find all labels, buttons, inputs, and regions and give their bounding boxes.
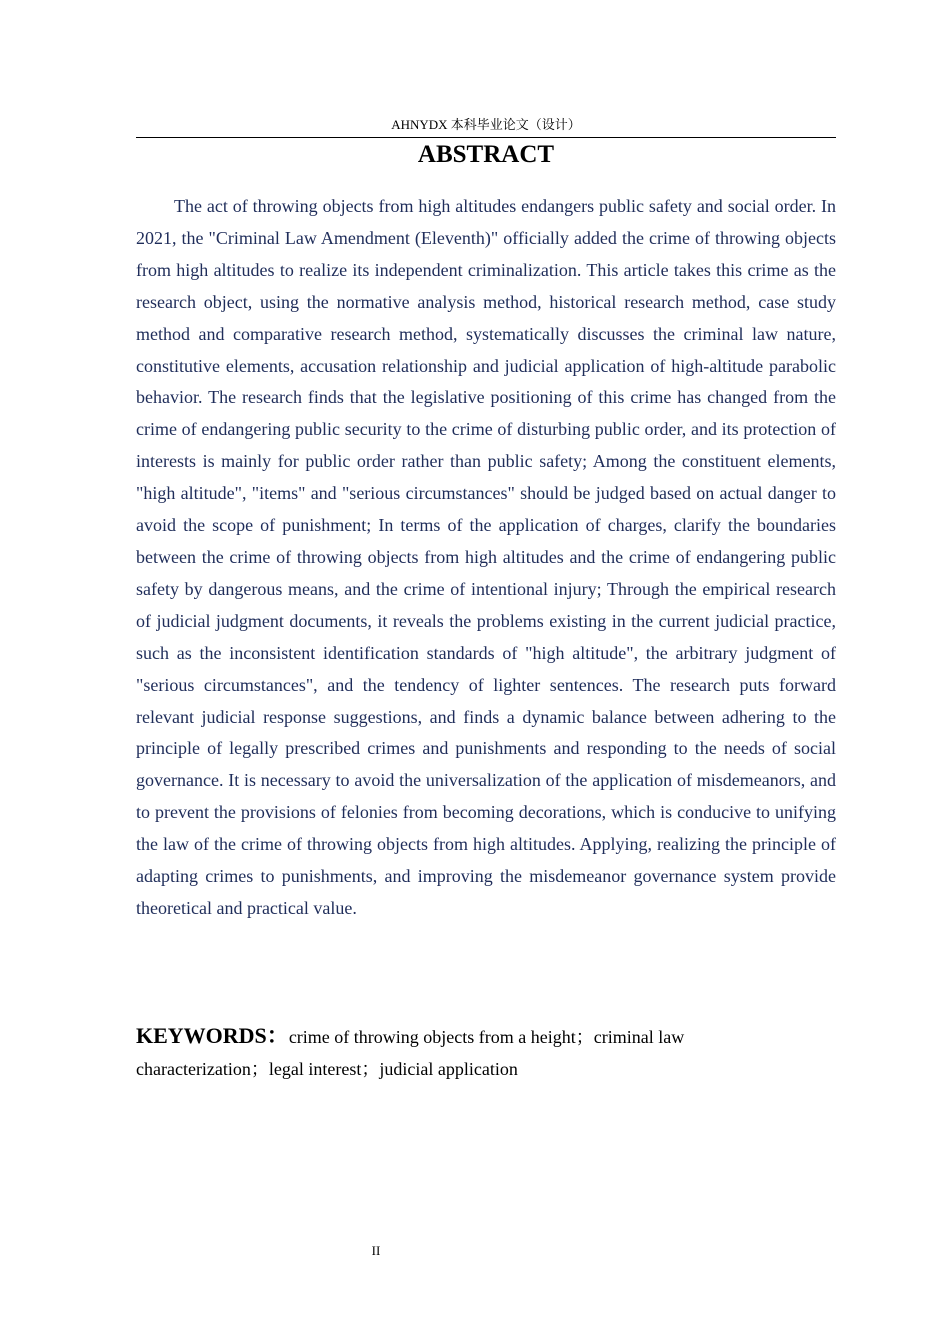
keywords-label: KEYWORDS： [136, 1023, 289, 1048]
keywords-section [136, 1020, 756, 1085]
running-header: AHNYDX 本科毕业论文（设计） [391, 117, 581, 132]
page-number: II [371, 1243, 381, 1258]
keywords-text: crime of throwing objects from a height；criminal law characterization；legal interest；judicial application [136, 1027, 685, 1079]
header-divider [136, 137, 836, 138]
abstract-title: ABSTRACT [417, 141, 555, 168]
abstract-body: The act of throwing objects from high altitudes endangers public safety and social order. In 2021, the "Criminal Law Amendment (Eleventh)" officially added the crime of throwing objects from high altitudes to realize its independent criminalization. This article takes this crime as the research object, using the normative analysis method, historical research method, case study method and comparative research method, systematically discusses the criminal law nature, constitutive elements, accusation relationship and judicial application of high-altitude parabolic behavior. The research finds that the legislative positioning of this crime has changed from the crime of endangering public security to the crime of disturbing public order, and its protection of interests is mainly for public order rather than public safety; Among the constituent elements, "high altitude", "items" and "serious circumstances" should be judged based on actual danger to avoid the scope of punishment; In terms of the application of charges, clarify the boundaries between the crime of throwing objects from high altitudes and the crime of endangering public safety by dangerous means, and the crime of intentional injury; Through the empirical research of judicial judgment documents, it reveals the problems existing in the current judicial practice, such as the inconsistent identification standards of "high altitude", the arbitrary judgment of "serious circumstances", and the tendency of lighter sentences. The research puts forward relevant judicial response suggestions, and finds a dynamic balance between adhering to the principle of legally prescribed crimes and punishments and responding to the needs of social governance. It is necessary to avoid the universalization of the application of misdemeanors, and to prevent the provisions of felonies from becoming decorations, which is conducive to unifying the law of the crime of throwing objects from high altitudes. Applying, realizing the principle of adapting crimes to punishments, and improving the misdemeanor governance system provide theoretical and practical value. [136, 196, 836, 918]
